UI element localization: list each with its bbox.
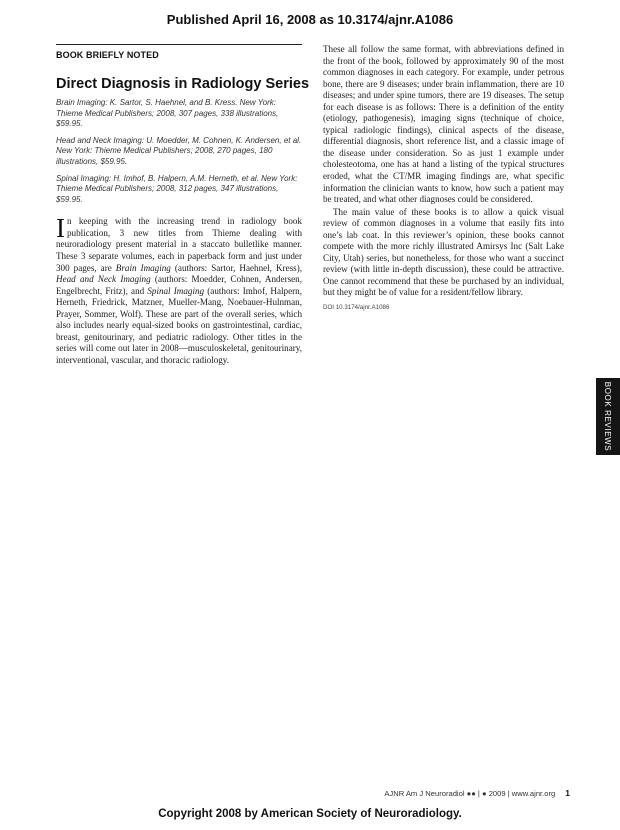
right-column <box>323 44 564 311</box>
doi-line: DOI 10.3174/ajnr.A1086 <box>323 304 390 312</box>
publication-banner: Published April 16, 2008 as 10.3174/ajnr.A1086 <box>166 12 454 27</box>
citation-brain-imaging: Brain Imaging: K. Sartor, S. Haehnel, and B. Kress. New York: Thieme Medical Publishers; 2008, 307 pages, 338 illustrations, $59.95. <box>56 98 279 129</box>
section-side-tab <box>596 378 620 455</box>
drop-cap: I <box>56 213 65 244</box>
citation-head-neck-imaging: Head and Neck Imaging: U. Moedder, M. Cohnen, K. Andersen, et al. New York: Thieme Medical Publishers; 2008, 270 pages, 180 illustrations, $59.95. <box>56 135 302 166</box>
page-footer <box>384 788 570 798</box>
title-brain-imaging: Brain Imaging <box>115 262 171 273</box>
paragraph-intro <box>56 213 302 366</box>
left-column <box>56 44 310 366</box>
page-number: 1 <box>565 788 570 798</box>
article-title: Direct Diagnosis in Radiology Series <box>56 76 310 92</box>
paragraph-value: The main value of these books is to allow a quick visual review of common diagnoses in a volume that easily fits into one’s lab coat. In this reviewer’s opinion, these books cannot compete with the more richly illustrated Amirsys Inc (Salt Lake City, Utah) series, but nonetheless, for those who want a succinct review (with little in-depth discussion), these could be attractive. One cannot recommend that these be purchased by an individual, but they might be of value for a resident/fellow library. <box>323 206 564 298</box>
section-divider <box>56 44 302 45</box>
intro-text-3: (authors: Moedder, Cohnen, Andersen, Engelbrecht, Fritz), and <box>56 274 302 296</box>
copyright-banner: Copyright 2008 by American Society of Neuroradiology. <box>158 808 462 820</box>
side-tab-label: BOOK REVIEWS <box>603 381 613 452</box>
title-spinal-imaging: Spinal Imaging <box>147 285 205 296</box>
citation-spinal-imaging: Spinal Imaging: H. Imhof, B. Halpern, A.M. Herneth, et al. New York: Thieme Medical Publishers; 2008, 312 pages, 347 illustrations, $59.95. <box>56 173 298 204</box>
intro-text-1: n keeping with the increasing trend in radiology book publication, 3 new titles from Thieme dealing with neuroradiology present material in a staccato bulletlike manner. These 3 separate volumes, each in paperback form and just under 300 pages, are <box>56 216 302 273</box>
section-label: BOOK BRIEFLY NOTED <box>56 50 159 60</box>
title-head-neck-imaging: Head and Neck Imaging <box>56 274 151 285</box>
intro-text-2: (authors: Sartor, Haehnel, Kress), <box>170 262 302 273</box>
intro-text-4: (authors: Imhof, Halpern, Herneth, Friedrick, Matzner, Mueller-Mang, Noebauer-Hulnman, Prayer, Sommer, Wolf). These are part of the overall series, which also includes nearly equal-sized books on gastrointestinal, cardiac, breast, genitourinary, and pediatric radiology. Other titles in the series will come out later in 2008—musculoskeletal, genitourinary, interventional, vascular, and thoracic radiology. <box>56 285 302 365</box>
paragraph-format: These all follow the same format, with abbreviations defined in the front of the book, followed by approximately 90 of the most common diagnoses in each category. For example, under petrous bone, there are 9 diseases; under brain inflammation, there are 10 diseases; and under spine tumors, there are 19 diseases. The setup for each disease is as follows: There is a definition of the entity (etiology, pathogenesis), imaging signs (technique of choice, typical radiologic findings), clinical aspects of the disease, differential diagnosis, short reference list, and a classic image of the disease under consideration. So as just 1 example under cholesteotoma, one has at hand a listing of the typical structures eroded, what the CT/MR imaging findings are, what specific information the clinician wants to know, how such a patient may be treated, and what other diagnoses could be considered. <box>323 44 564 205</box>
journal-footer: AJNR Am J Neuroradiol ●● | ● 2009 | www.ajnr.org <box>384 789 556 798</box>
